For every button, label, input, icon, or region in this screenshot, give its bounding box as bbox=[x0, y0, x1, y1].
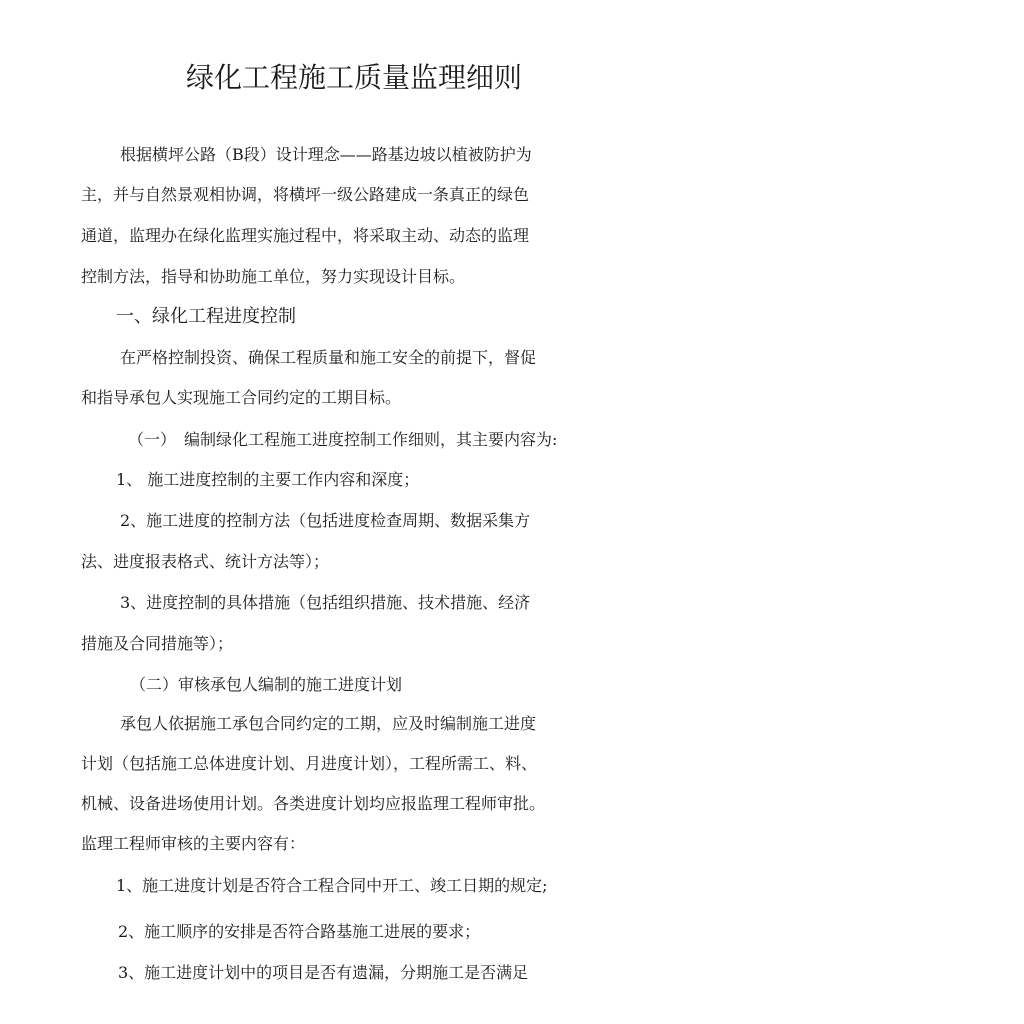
subsection-heading: （二）审核承包人编制的施工进度计划 bbox=[130, 675, 403, 694]
section-heading: 一、绿化工程进度控制 bbox=[116, 306, 296, 327]
list-item-continuation: 法、进度报表格式、统计方法等）； bbox=[81, 552, 330, 571]
document-title: 绿化工程施工质量监理细则 bbox=[186, 61, 523, 94]
list-item: 3、进度控制的具体措施（包括组织措施、技术措施、经济 bbox=[120, 593, 531, 612]
paragraph-line: 和指导承包人实现施工合同约定的工期目标。 bbox=[81, 388, 402, 407]
subsection-heading: （一） 编制绿化工程施工进度控制工作细则，其主要内容为: bbox=[128, 430, 558, 449]
paragraph-line: 根据横坪公路（B段）设计理念——路基边坡以植被防护为 bbox=[120, 145, 532, 164]
list-item: 1、 施工进度控制的主要工作内容和深度； bbox=[116, 470, 420, 489]
list-item: 2、施工进度的控制方法（包括进度检查周期、数据采集方 bbox=[120, 511, 531, 530]
list-item: 2、施工顺序的安排是否符合路基施工进展的要求； bbox=[118, 922, 481, 941]
paragraph-line: 承包人依据施工承包合同约定的工期，应及时编制施工进度 bbox=[120, 714, 537, 733]
paragraph-line: 在严格控制投资、确保工程质量和施工安全的前提下，督促 bbox=[120, 348, 537, 367]
paragraph-line: 机械、设备进场使用计划。各类进度计划均应报监理工程师审批。 bbox=[81, 794, 546, 813]
paragraph-line: 主，并与自然景观相协调，将横坪一级公路建成一条真正的绿色 bbox=[81, 185, 530, 204]
list-item: 3、施工进度计划中的项目是否有遗漏，分期施工是否满足 bbox=[118, 963, 529, 982]
paragraph-line: 计划（包括施工总体进度计划、月进度计划），工程所需工、料、 bbox=[81, 754, 538, 773]
paragraph-line: 通道，监理办在绿化监理实施过程中，将采取主动、动态的监理 bbox=[81, 226, 530, 245]
list-item: 1、施工进度计划是否符合工程合同中开工、竣工日期的规定; bbox=[116, 876, 548, 895]
list-item-continuation: 措施及合同措施等）； bbox=[81, 634, 234, 653]
paragraph-line: 控制方法，指导和协助施工单位，努力实现设计目标。 bbox=[81, 267, 466, 286]
paragraph-line: 监理工程师审核的主要内容有： bbox=[81, 834, 306, 853]
